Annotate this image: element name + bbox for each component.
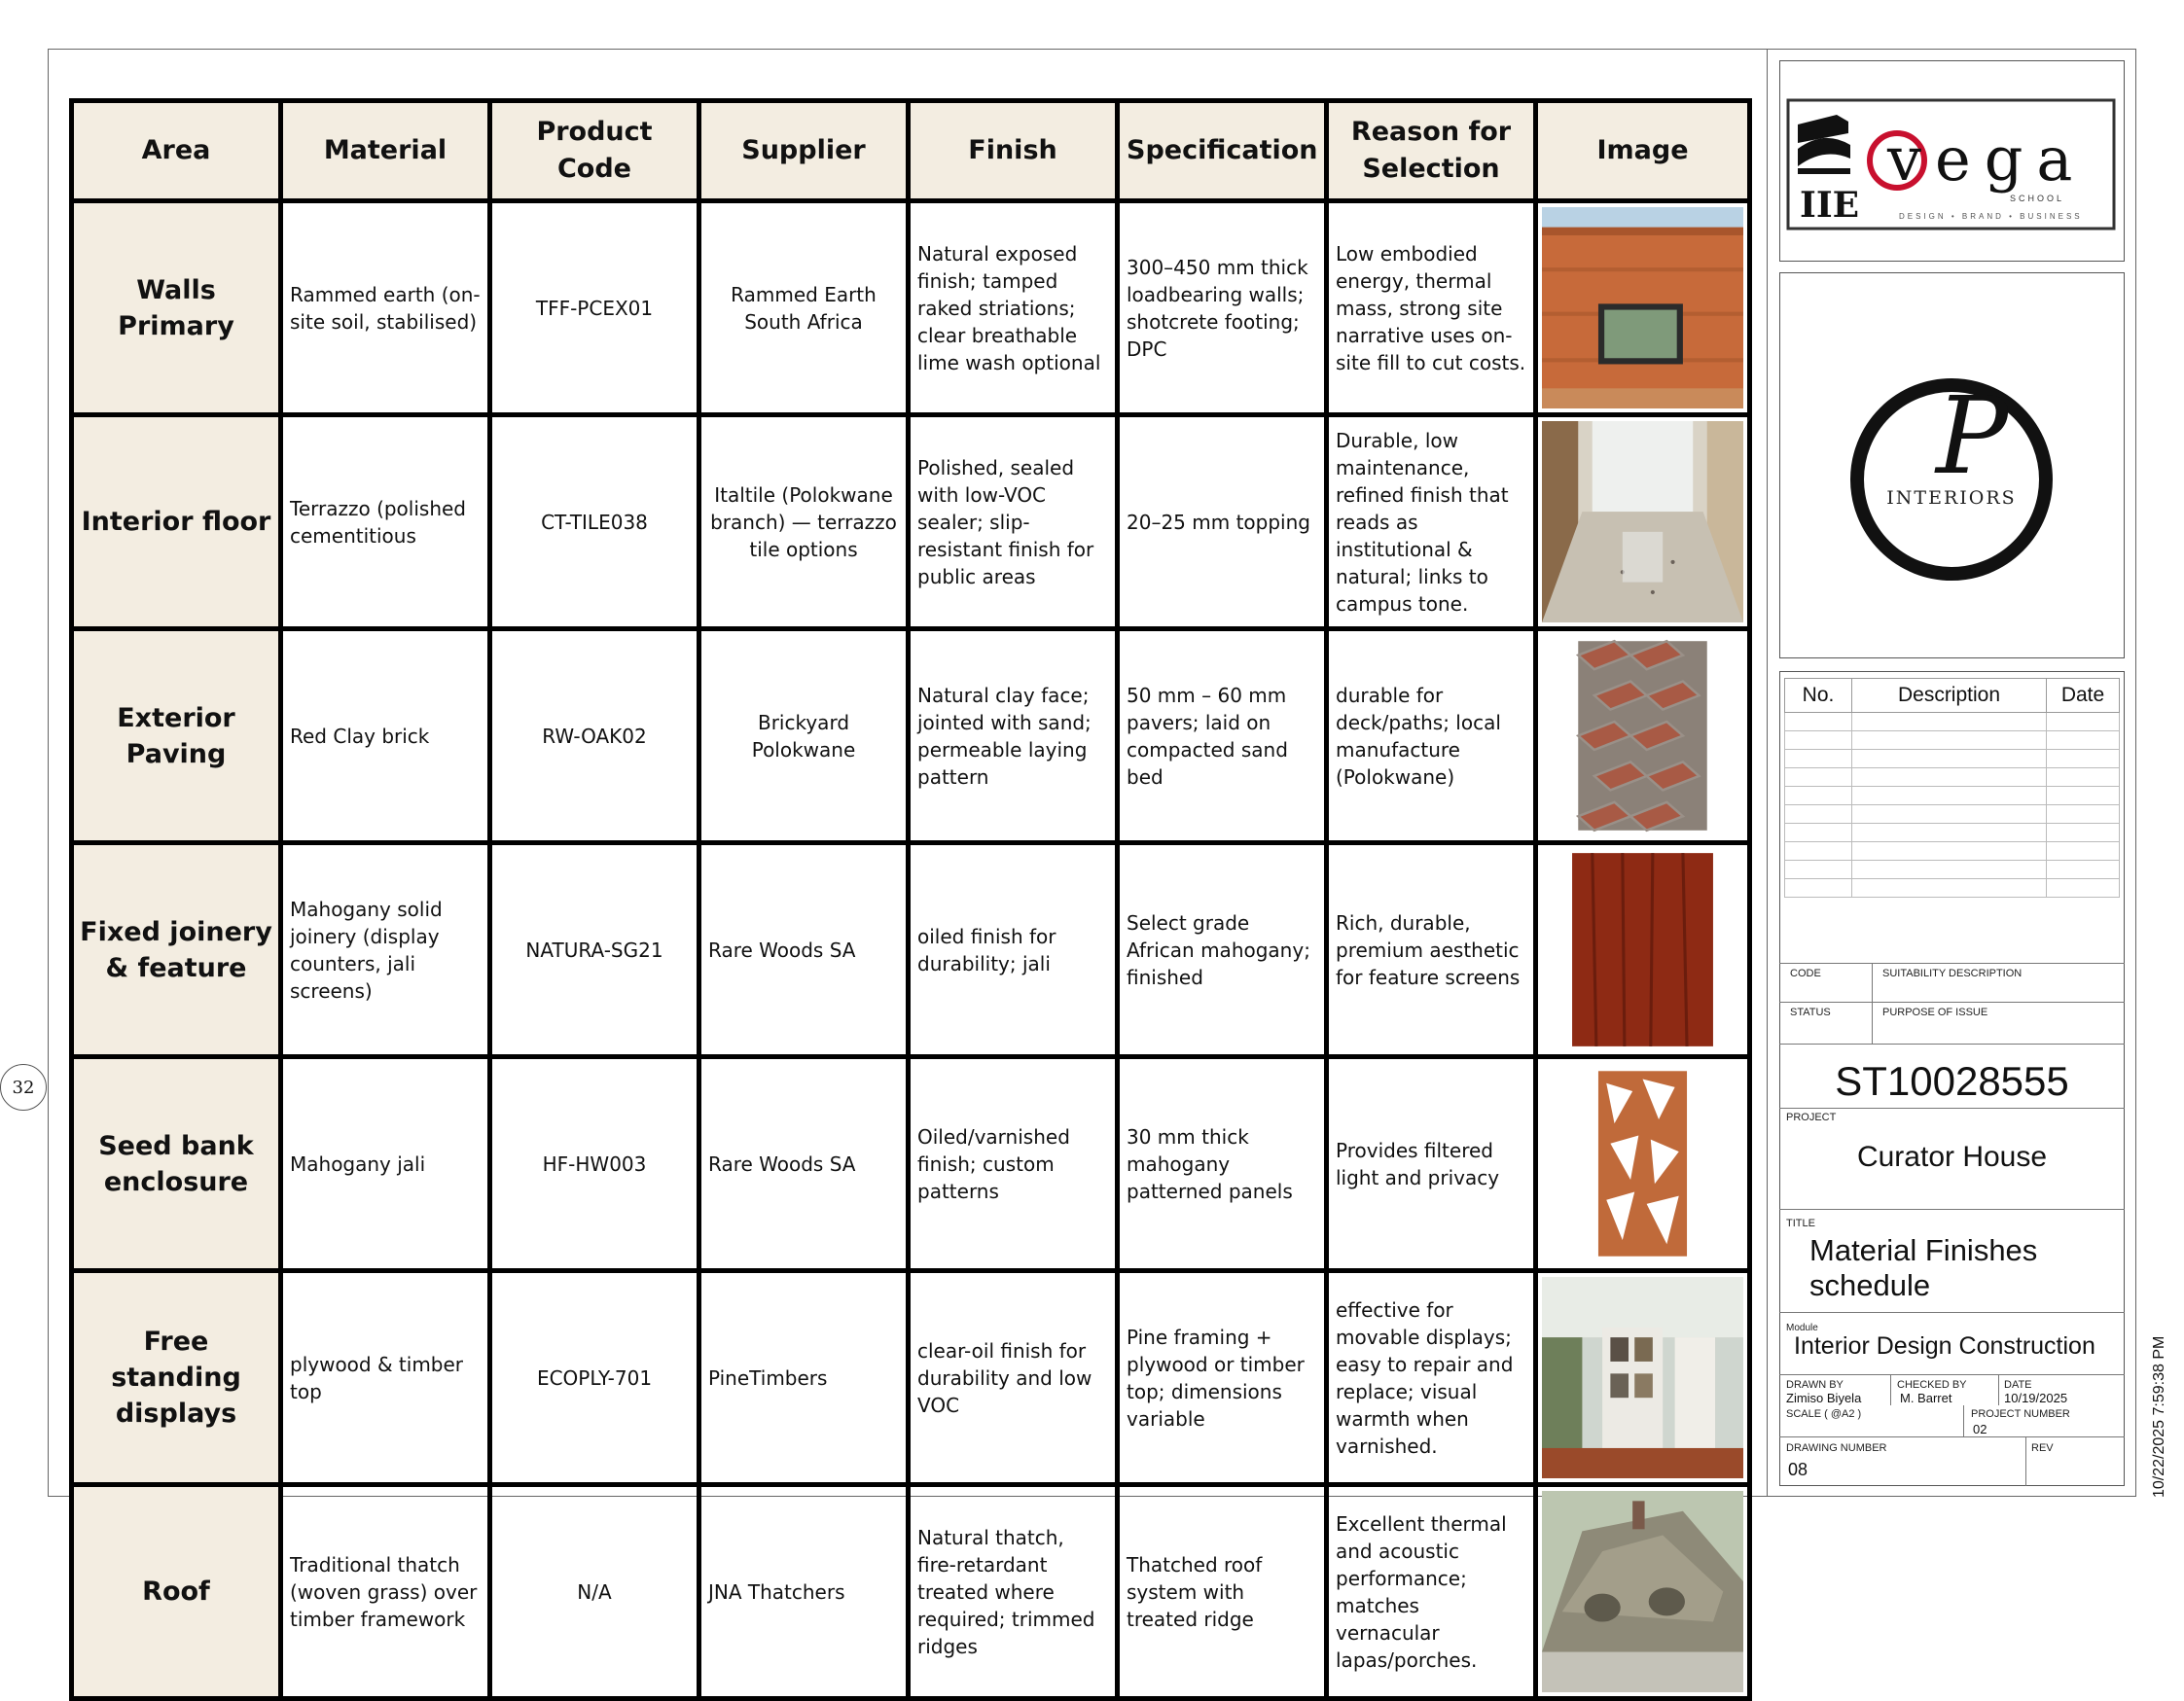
logo-letters: vega: [1887, 124, 2087, 195]
project-number-label: PROJECT NUMBER: [1971, 1408, 2070, 1420]
table-row: [72, 629, 1750, 843]
page-number: 32: [0, 1064, 47, 1111]
supplier-cell: JNA Thatchers: [699, 1485, 909, 1699]
code-cell: N/A: [490, 1485, 699, 1699]
header-reason: Reason for Selection: [1327, 101, 1536, 201]
spec-cell: 30 mm thick mahogany patterned panels: [1118, 1057, 1327, 1271]
header-material: Material: [281, 101, 490, 201]
logo-interiors-word: INTERIORS: [1886, 487, 2017, 509]
rammed-earth-wall-photo: [1542, 207, 1743, 408]
school-logo-box: [1779, 60, 2125, 262]
supplier-cell: Rammed Earth South Africa: [699, 201, 909, 415]
revision-table: [1784, 678, 2120, 898]
code-cell: TFF-PCEX01: [490, 201, 699, 415]
title-label: TITLE: [1786, 1218, 1815, 1229]
image-cell: [1536, 415, 1750, 629]
iie-text: IIE: [1800, 185, 1860, 226]
table-row: [72, 843, 1750, 1057]
finish-cell: Natural clay face; jointed with sand; permeable laying pattern: [909, 629, 1118, 843]
area-cell: Fixed joinery & feature: [72, 843, 281, 1057]
project-label: PROJECT: [1786, 1112, 1837, 1123]
drawing-number-label: DRAWING NUMBER: [1786, 1442, 1887, 1454]
image-cell: [1536, 843, 1750, 1057]
rev-col-date: Date: [2047, 679, 2120, 713]
material-cell: Terrazzo (polished cementitious: [281, 415, 490, 629]
logo-school: SCHOOL: [2010, 194, 2065, 203]
image-cell: [1536, 201, 1750, 415]
reason-cell: Excellent thermal and acoustic performance; matches vernacular lapas/porches.: [1327, 1485, 1536, 1699]
material-cell: plywood & timber top: [281, 1271, 490, 1485]
table-row: [72, 415, 1750, 629]
mahogany-grain-photo: [1542, 849, 1743, 1050]
project-name: Curator House: [1856, 1141, 2048, 1173]
finish-cell: oiled finish for durability; jali: [909, 843, 1118, 1057]
vega-logo: [1780, 61, 2123, 260]
area-cell: Roof: [72, 1485, 281, 1699]
material-cell: Red Clay brick: [281, 629, 490, 843]
spec-cell: Select grade African mahogany; finished: [1118, 843, 1327, 1057]
table-row: [72, 201, 1750, 415]
finish-cell: Natural thatch, fire-retardant treated where required; trimmed ridges: [909, 1485, 1118, 1699]
area-cell: Exterior Paving: [72, 629, 281, 843]
logo-p-letter: P: [1936, 373, 2009, 498]
supplier-cell: Rare Woods SA: [699, 1057, 909, 1271]
checked-by-value: M. Barret: [1900, 1391, 1952, 1405]
status-label: STATUS: [1790, 1007, 1831, 1018]
spec-cell: 50 mm – 60 mm pavers; laid on compacted sand bed: [1118, 629, 1327, 843]
student-number: ST10028555: [1835, 1058, 2069, 1104]
header-area: Area: [72, 101, 281, 201]
code-cell: ECOPLY-701: [490, 1271, 699, 1485]
material-cell: Rammed earth (on-site soil, stabilised): [281, 201, 490, 415]
code-cell: NATURA-SG21: [490, 843, 699, 1057]
revision-row: [1785, 805, 2120, 824]
supplier-cell: Italtile (Polokwane branch) — terrazzo tile options: [699, 415, 909, 629]
finish-cell: Oiled/varnished finish; custom patterns: [909, 1057, 1118, 1271]
finish-cell: Polished, sealed with low-VOC sealer; slip-resistant finish for public areas: [909, 415, 1118, 629]
date-label: DATE: [2004, 1379, 2032, 1391]
rev-col-no: No.: [1785, 679, 1852, 713]
thatched-roof-photo: [1542, 1491, 1743, 1692]
drawn-by-label: DRAWN BY: [1786, 1379, 1844, 1391]
material-cell: Mahogany solid joinery (display counters, jali screens): [281, 843, 490, 1057]
reason-cell: effective for movable displays; easy to repair and replace; visual warmth when varnished.: [1327, 1271, 1536, 1485]
drawn-by-value: Zimiso Biyela: [1786, 1391, 1862, 1405]
drawing-title: Material Finishes schedule: [1809, 1233, 2038, 1302]
image-cell: [1536, 1271, 1750, 1485]
spec-cell: Thatched roof system with treated ridge: [1118, 1485, 1327, 1699]
revision-row: [1785, 879, 2120, 898]
p-interiors-logo: [1780, 273, 2123, 656]
code-cell: HF-HW003: [490, 1057, 699, 1271]
module-name: Interior Design Construction: [1794, 1332, 2095, 1360]
code-label: CODE: [1790, 968, 1821, 979]
table-row: [72, 1485, 1750, 1699]
material-cell: Mahogany jali: [281, 1057, 490, 1271]
date-value: 10/19/2025: [2004, 1391, 2068, 1405]
purpose-label: PURPOSE OF ISSUE: [1882, 1007, 1988, 1018]
module-label: Module: [1786, 1323, 1818, 1333]
area-cell: Free standing displays: [72, 1271, 281, 1485]
spec-cell: Pine framing + plywood or timber top; dimensions variable: [1118, 1271, 1327, 1485]
image-cell: [1536, 629, 1750, 843]
project-number-value: 02: [1973, 1422, 1987, 1436]
revision-row: [1785, 750, 2120, 768]
material-schedule-table: [69, 98, 1752, 1701]
interiors-logo-box: [1779, 272, 2125, 658]
suitability-label: SUITABILITY DESCRIPTION: [1882, 968, 2023, 979]
image-cell: [1536, 1057, 1750, 1271]
revision-row: [1785, 824, 2120, 842]
spec-cell: 20–25 mm topping: [1118, 415, 1327, 629]
code-cell: CT-TILE038: [490, 415, 699, 629]
revision-row: [1785, 787, 2120, 805]
header-image: Image: [1536, 101, 1750, 201]
revision-row: [1785, 768, 2120, 787]
table-row: [72, 1271, 1750, 1485]
finish-cell: Natural exposed finish; tamped raked striations; clear breathable lime wash optional: [909, 201, 1118, 415]
terrazzo-floor-photo: [1542, 421, 1743, 622]
supplier-cell: Rare Woods SA: [699, 843, 909, 1057]
area-cell: Walls Primary: [72, 201, 281, 415]
supplier-cell: Brickyard Polokwane: [699, 629, 909, 843]
area-cell: Interior floor: [72, 415, 281, 629]
revision-row: [1785, 861, 2120, 879]
area-cell: Seed bank enclosure: [72, 1057, 281, 1271]
header-product-code: Product Code: [490, 101, 699, 201]
rev-col-description: Description: [1852, 679, 2047, 713]
reason-cell: Rich, durable, premium aesthetic for feature screens: [1327, 843, 1536, 1057]
checked-by-label: CHECKED BY: [1897, 1379, 1967, 1391]
revision-row: [1785, 731, 2120, 750]
code-cell: RW-OAK02: [490, 629, 699, 843]
drawing-number-value: 08: [1788, 1460, 1808, 1479]
herringbone-brick-photo: [1542, 635, 1743, 836]
revision-row: [1785, 842, 2120, 861]
reason-cell: Provides filtered light and privacy: [1327, 1057, 1536, 1271]
spec-cell: 300–450 mm thick loadbearing walls; shotcrete footing; DPC: [1118, 201, 1327, 415]
reason-cell: Durable, low maintenance, refined finish that reads as institutional & natural; links to campus tone.: [1327, 415, 1536, 629]
supplier-cell: PineTimbers: [699, 1271, 909, 1485]
rev-label: REV: [2031, 1442, 2054, 1454]
image-cell: [1536, 1485, 1750, 1699]
title-block-divider: [1767, 49, 1768, 1497]
print-timestamp: 10/22/2025 7:59:38 PM: [2151, 1335, 2167, 1498]
table-row: [72, 1057, 1750, 1271]
logo-tagline: DESIGN • BRAND • BUSINESS: [1899, 212, 2083, 221]
header-finish: Finish: [909, 101, 1118, 201]
revision-row: [1785, 713, 2120, 731]
scale-label: SCALE ( @A2 ): [1786, 1408, 1862, 1420]
header-supplier: Supplier: [699, 101, 909, 201]
gallery-displays-photo: [1542, 1277, 1743, 1478]
header-specification: Specification: [1118, 101, 1327, 201]
material-cell: Traditional thatch (woven grass) over timber framework: [281, 1485, 490, 1699]
jali-panel-photo: [1542, 1063, 1743, 1264]
reason-cell: Low embodied energy, thermal mass, strong site narrative uses on-site fill to cut costs.: [1327, 201, 1536, 415]
table-header-row: [72, 101, 1750, 201]
finish-cell: clear-oil finish for durability and low VOC: [909, 1271, 1118, 1485]
reason-cell: durable for deck/paths; local manufacture (Polokwane): [1327, 629, 1536, 843]
